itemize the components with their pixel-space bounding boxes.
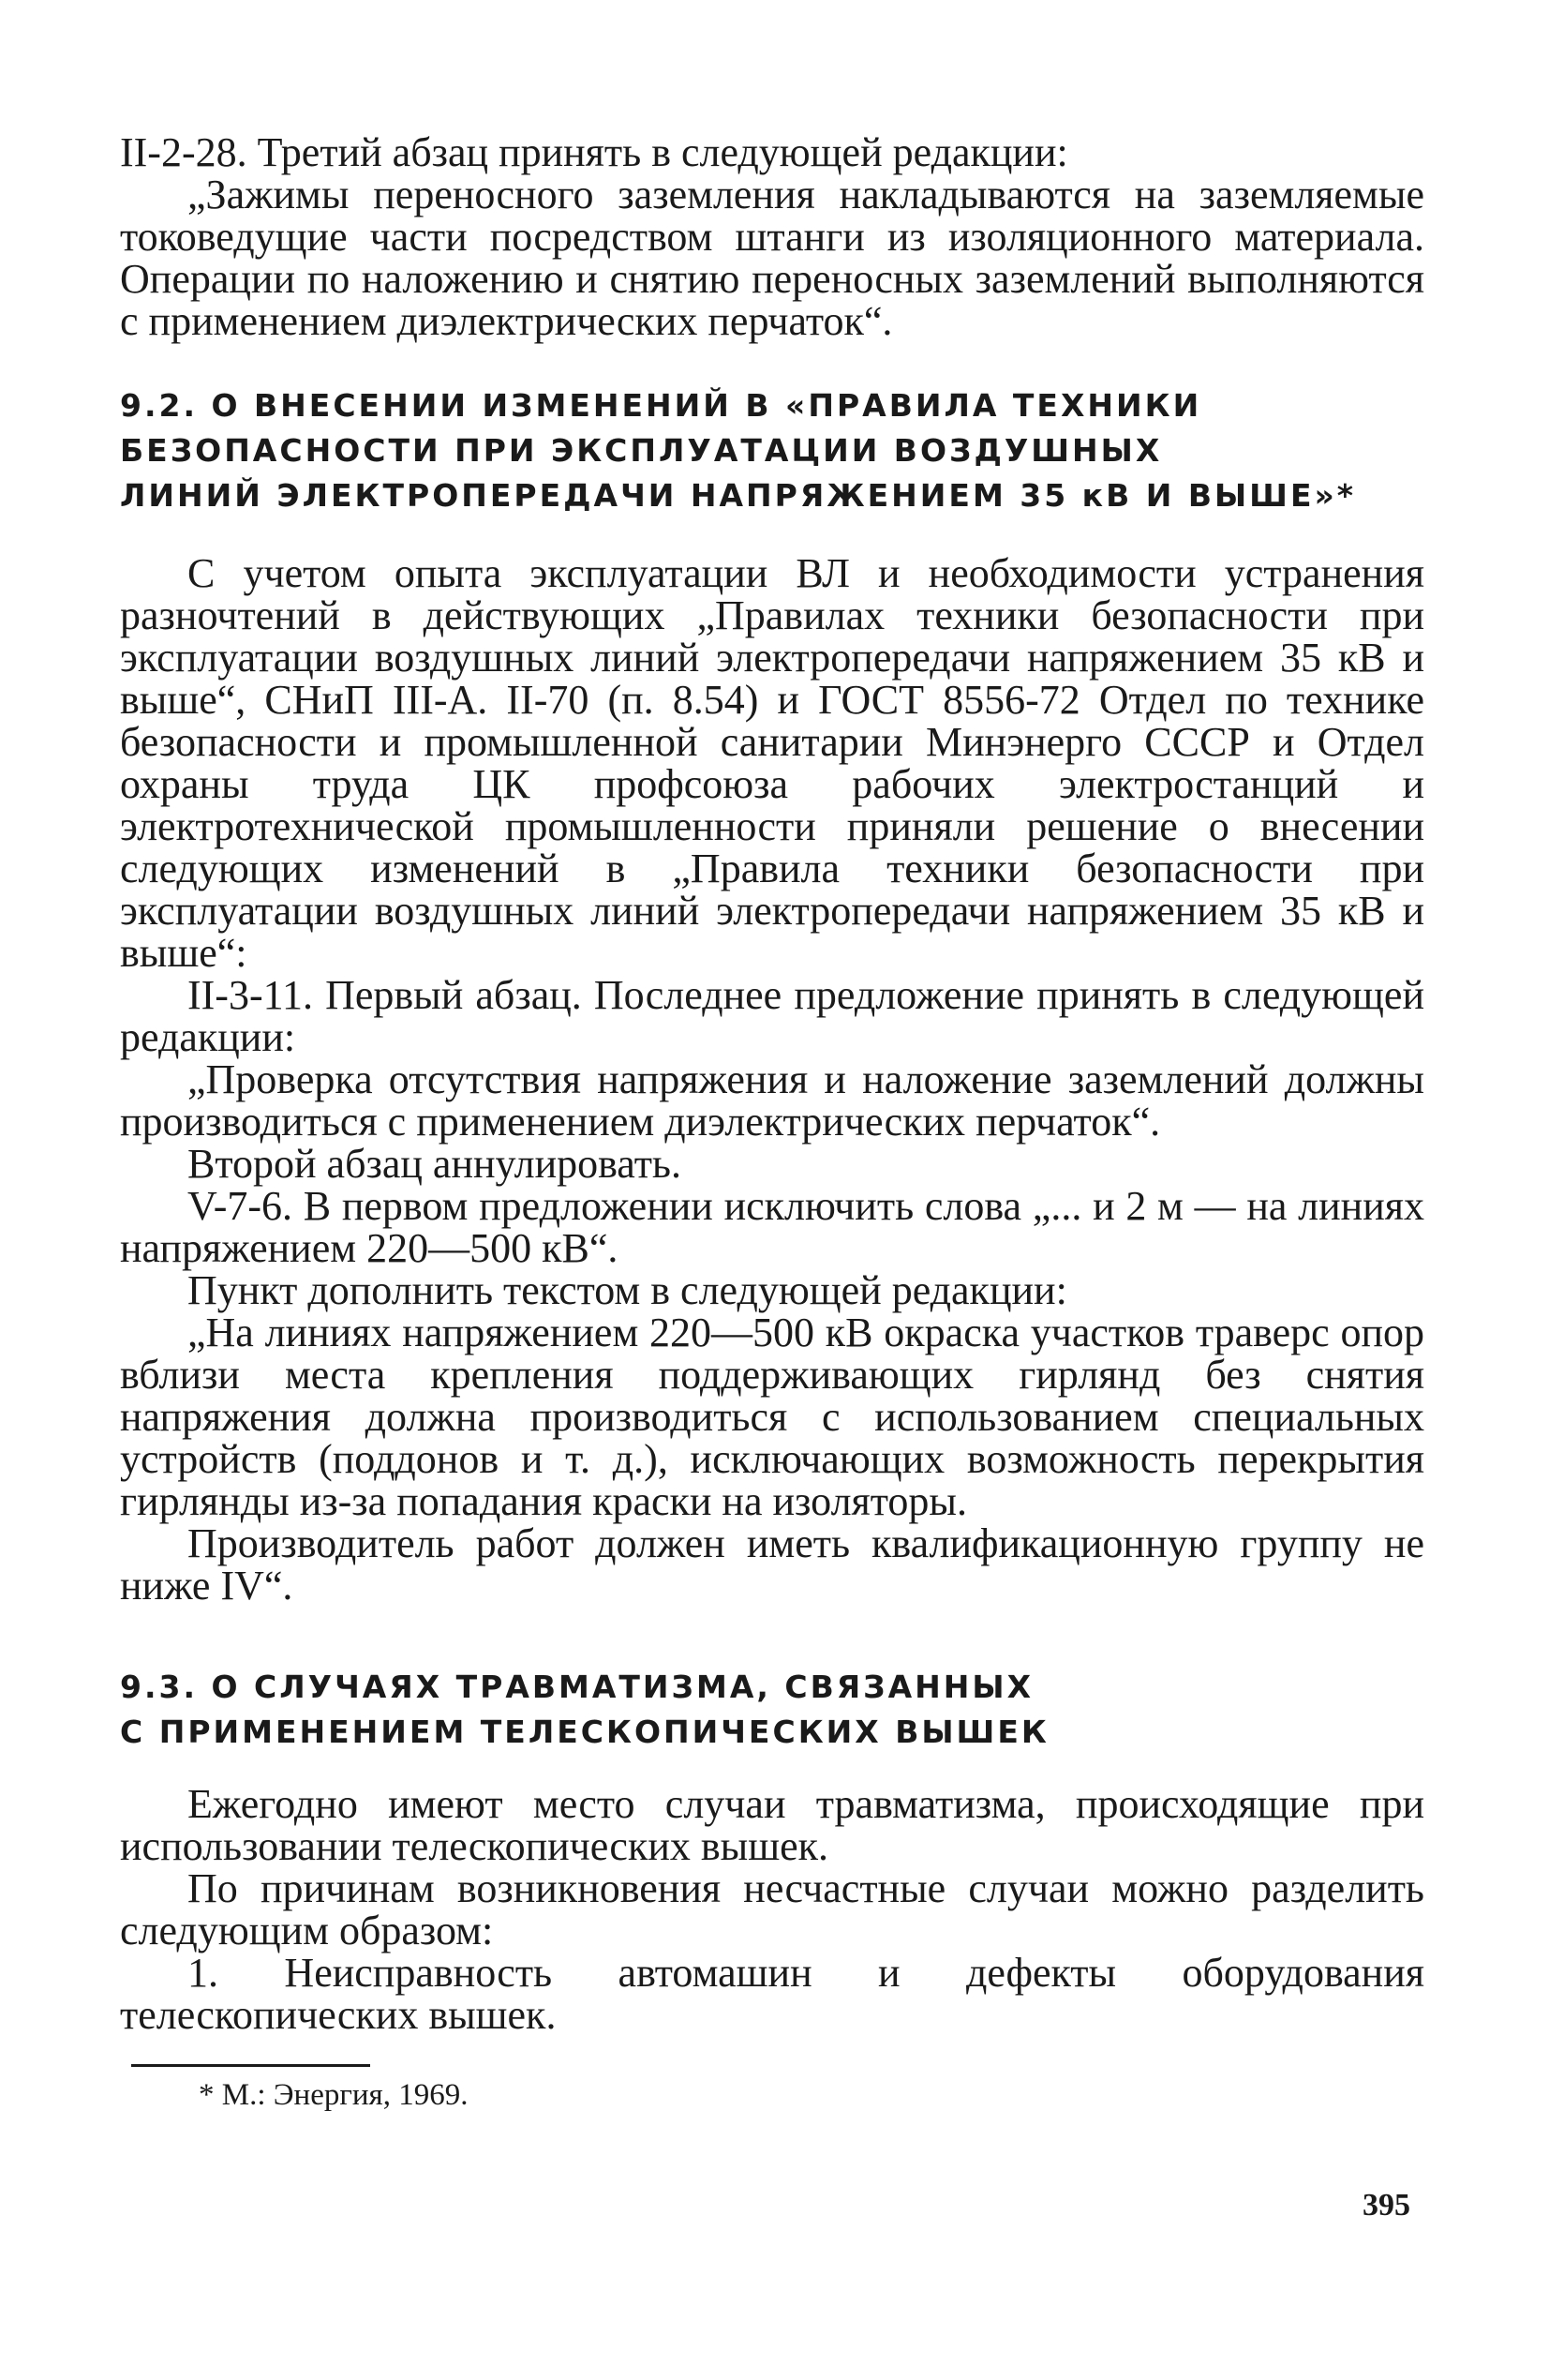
page-number: 395 [1363, 2188, 1410, 2223]
section-heading-9-3 [120, 1665, 1424, 1755]
section-heading-9-2 [120, 383, 1424, 518]
heading-line: ЛИНИЙ ЭЛЕКТРОПЕРЕДАЧИ НАПРЯЖЕНИЕМ 35 кВ И ВЫШЕ»* [120, 477, 1357, 514]
paragraph-clamps-quote: „Зажимы переносного заземления накладываются на заземляемые токоведущие части посредством штанги из изоляционного материала. Операции по наложению и снятию переносных заземлений выполняются с применением диэлектрических перчаток“. [120, 172, 1424, 344]
heading-line: С ПРИМЕНЕНИЕМ ТЕЛЕСКОПИЧЕСКИХ ВЫШЕК [120, 1714, 1050, 1750]
heading-line: БЕЗОПАСНОСТИ ПРИ ЭКСПЛУАТАЦИИ ВОЗДУШНЫХ [120, 432, 1163, 469]
paragraph-second-abzac: Второй абзац аннулировать. [187, 1141, 681, 1187]
footnote-divider [131, 2064, 370, 2067]
paragraph-intro: С учетом опыта эксплуатации ВЛ и необходимости устранения разночтений в действующих „Правилах техники безопасности при эксплуатации воздушных линий электропередачи напряжением 35 кВ и выше“, СНиП III-А. II-70 (п. 8.54) и ГОСТ 8556-72 Отдел по технике безопасности и промышленной санитарии Минэнерго СССР и Отдел охраны труда ЦК профсоюза рабочих электростанций и электротехнической промышленности приняли решение о внесении следующих изменений в „Правила техники безопасности при эксплуатации воздушных линий электропередачи напряжением 35 кВ и выше“: [120, 550, 1424, 976]
paragraph-causes: По причинам возникновения несчастные случаи можно разделить следующим образом: [120, 1865, 1424, 1953]
heading-line: 9.2. О ВНЕСЕНИИ ИЗМЕНЕНИЙ В «ПРАВИЛА ТЕХНИКИ [120, 387, 1202, 424]
paragraph-qualification: Производитель работ должен иметь квалификационную группу не ниже IV“. [120, 1520, 1424, 1609]
section-9-3-body [120, 1783, 1424, 2036]
heading-line: 9.3. О СЛУЧАЯХ ТРАВМАТИЗМА, СВЯЗАННЫХ [120, 1669, 1035, 1705]
paragraph-v-7-6: V-7-6. В первом предложении исключить слова „... и 2 м — на линиях напряжением 220—500 кВ“. [120, 1183, 1424, 1271]
paragraph-ii-3-11: II-3-11. Первый абзац. Последнее предложение принять в следующей редакции: [120, 972, 1424, 1060]
paragraph-annual-cases: Ежегодно имеют место случаи травматизма, происходящие при использовании телескопических вышек. [120, 1781, 1424, 1869]
paragraph-ii-2-28: II-2-28. Третий абзац принять в следующей редакции: [120, 129, 1068, 175]
document-page [120, 131, 1424, 2114]
footnote: * М.: Энергия, 1969. [199, 2078, 469, 2112]
paragraph-painting-quote: „На линиях напряжением 220—500 кВ окраска участков траверс опор вблизи места крепления поддерживающих гирлянд без снятия напряжения должна производиться с использованием специальных устройств (поддонов и т. д.), исключающих возможность перекрытия гирлянды из-за попадания краски на изоляторы. [120, 1310, 1424, 1524]
paragraph-supplement: Пункт дополнить текстом в следующей редакции: [187, 1267, 1067, 1313]
section-9-2-body [120, 552, 1424, 1607]
paragraph-cause-1: 1. Неисправность автомашин и дефекты оборудования телескопических вышек. [120, 1950, 1424, 2038]
paragraph-check-quote: „Проверка отсутствия напряжения и наложение заземлений должны производиться с применением диэлектрических перчаток“. [120, 1056, 1424, 1145]
